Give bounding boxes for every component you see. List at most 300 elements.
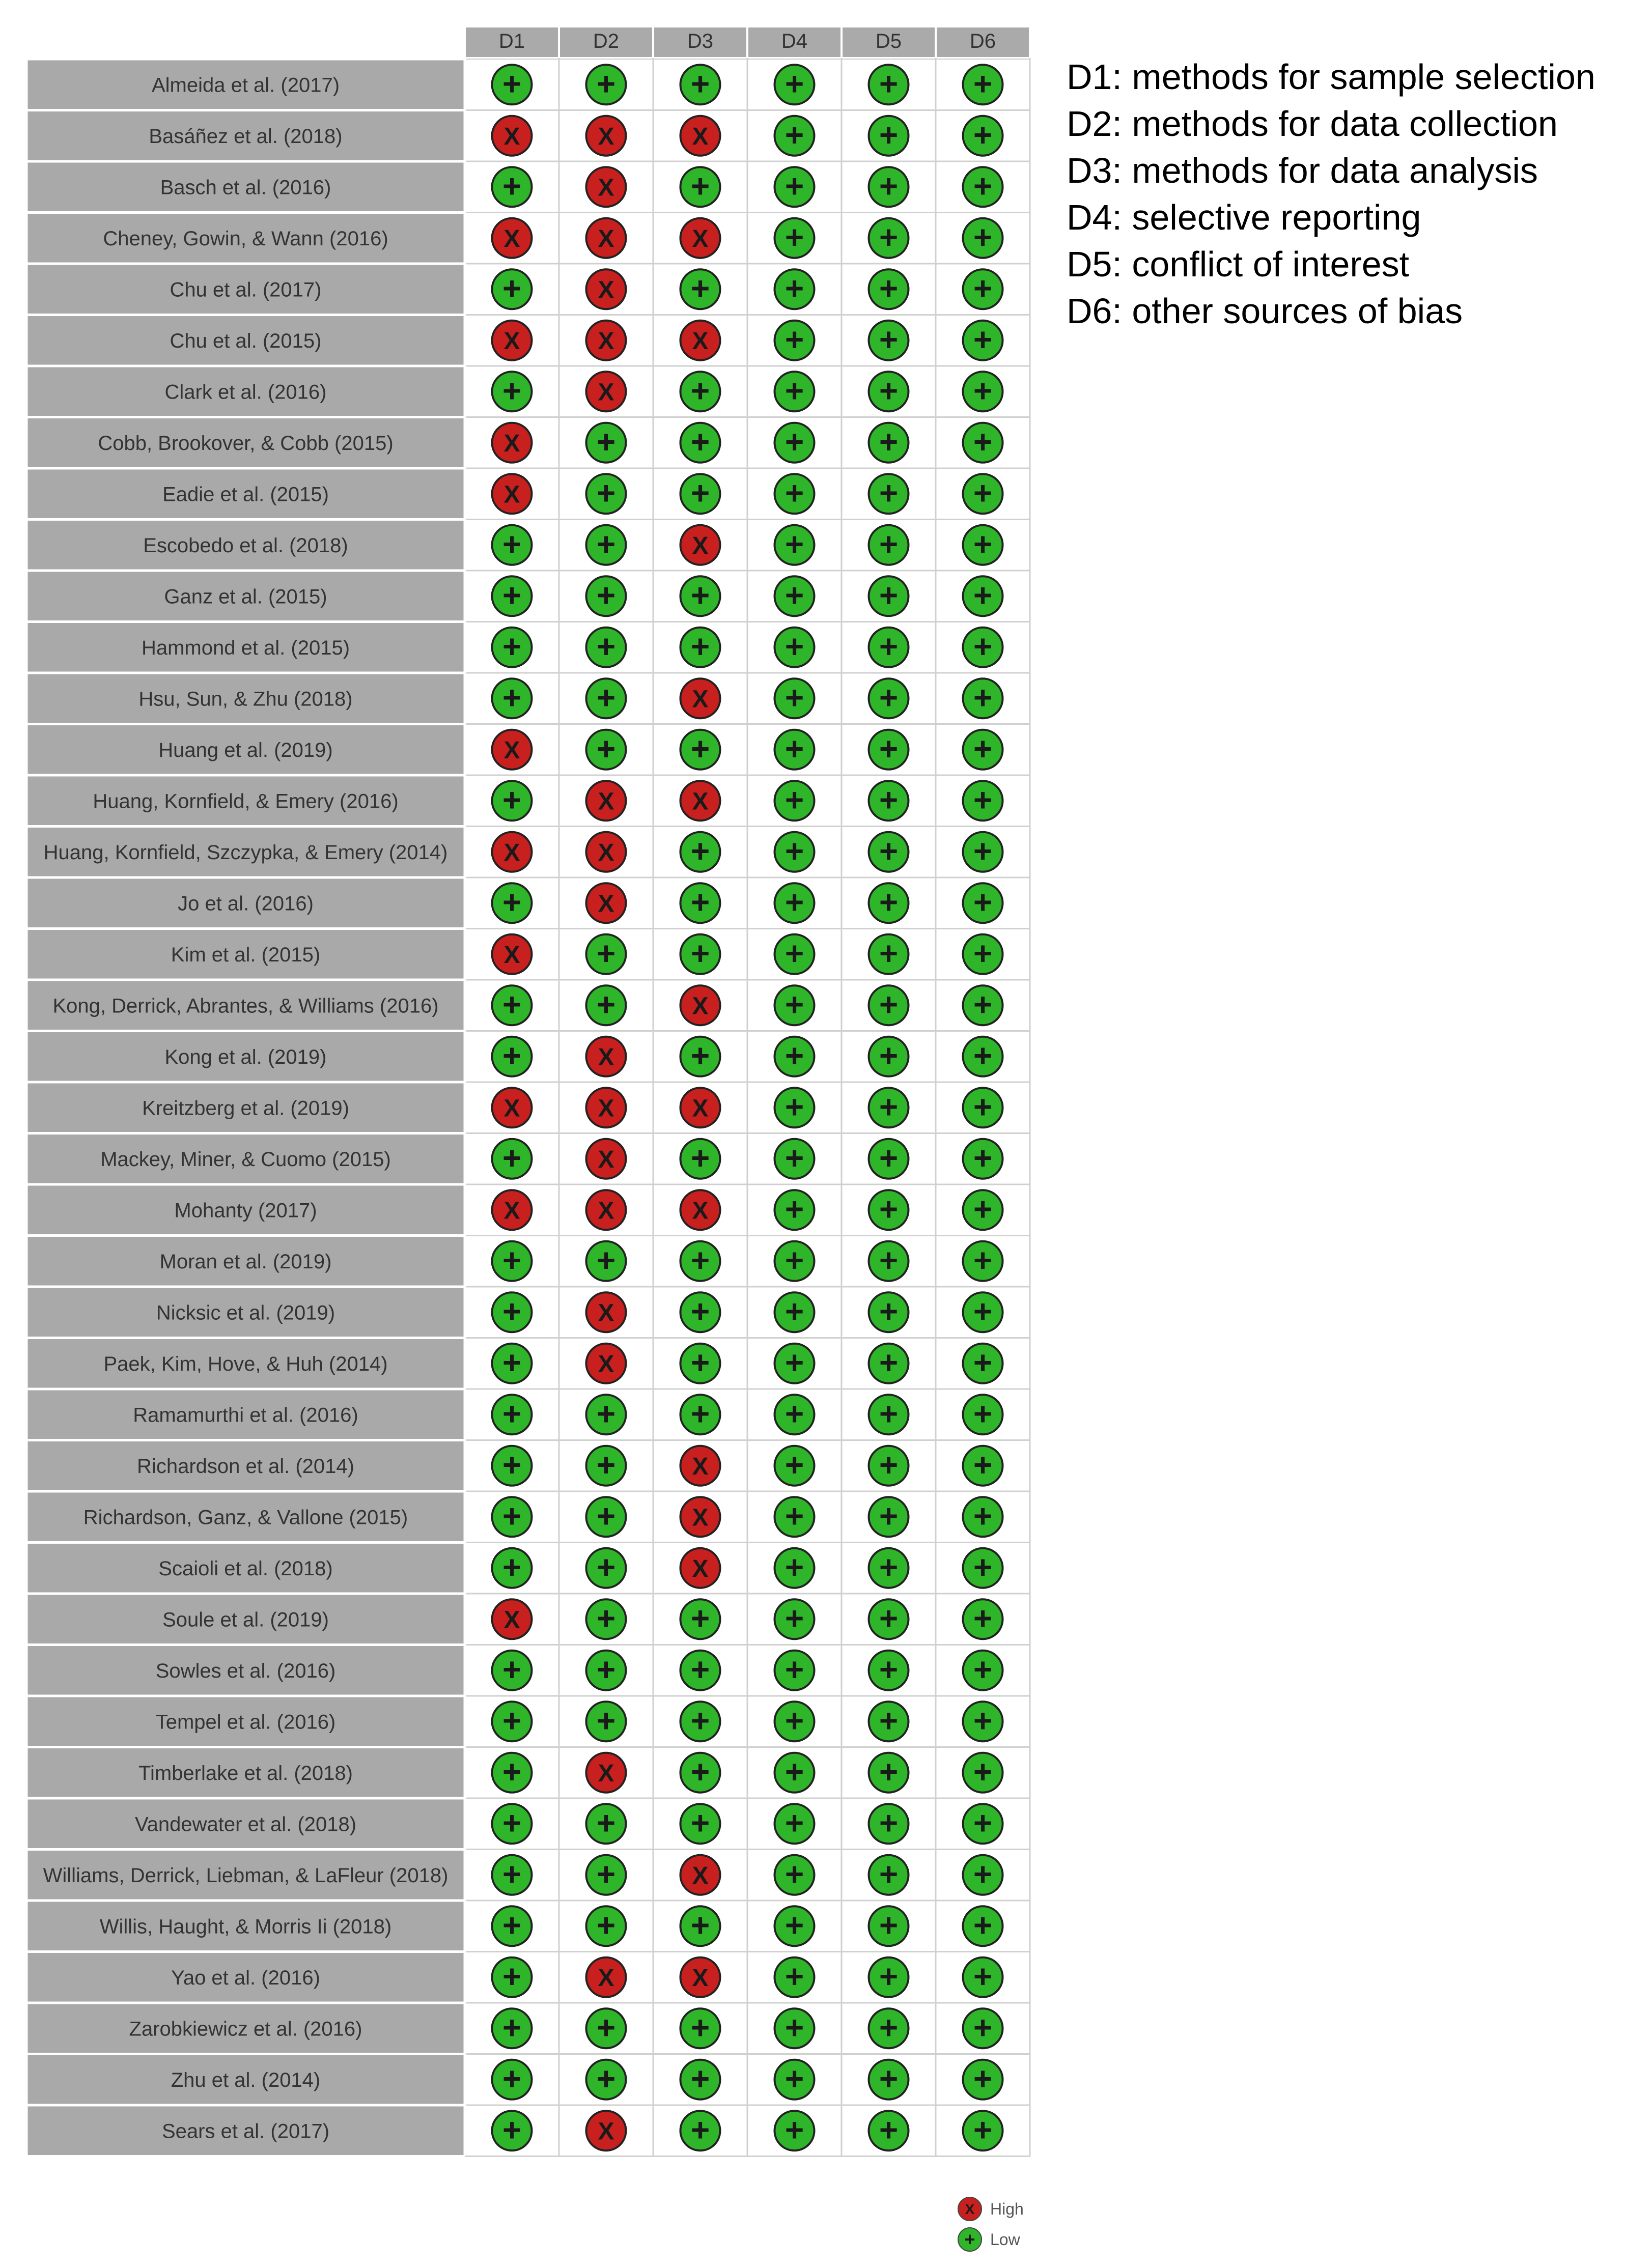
judgement-symbol: +	[879, 372, 899, 409]
judgement-symbol: X	[503, 327, 520, 355]
judgement-symbol: +	[879, 730, 899, 767]
judgement-symbol: X	[598, 1350, 614, 1378]
study-label: Basch et al. (2016)	[160, 176, 331, 199]
judgement-symbol: +	[785, 1139, 804, 1176]
judgement-symbol: +	[973, 1446, 993, 1483]
judgement-symbol: +	[879, 65, 899, 102]
judgement-symbol: +	[502, 577, 522, 614]
judgement-symbol: X	[692, 1862, 709, 1889]
judgement-symbol: +	[690, 1651, 710, 1688]
judgement-symbol: +	[879, 525, 899, 562]
judgement-symbol: X	[598, 1043, 614, 1071]
study-label: Ramamurthi et al. (2016)	[133, 1404, 358, 1427]
judgement-symbol: +	[785, 1548, 804, 1585]
judgement-symbol: X	[692, 1453, 709, 1480]
judgement-symbol: +	[973, 781, 993, 818]
judgement-symbol: +	[785, 1088, 804, 1125]
column-header-d3: D3	[687, 30, 714, 52]
study-label: Williams, Derrick, Liebman, & LaFleur (2018)	[43, 1864, 449, 1887]
judgement-symbol: X	[598, 1760, 614, 1787]
domain-description: D6: other sources of bias	[1067, 291, 1463, 331]
judgement-symbol: +	[879, 934, 899, 972]
judgement-symbol: X	[692, 993, 709, 1020]
judgement-symbol: +	[879, 1139, 899, 1176]
judgement-symbol: +	[690, 270, 710, 307]
judgement-symbol: +	[785, 781, 804, 818]
judgement-symbol: +	[596, 1855, 616, 1892]
judgement-symbol: +	[879, 1344, 899, 1381]
judgement-symbol: +	[879, 1958, 899, 1995]
judgement-symbol: +	[785, 1651, 804, 1688]
judgement-symbol: +	[973, 1395, 993, 1432]
judgement-symbol: +	[502, 1907, 522, 1944]
study-label: Tempel et al. (2016)	[155, 1711, 336, 1734]
judgement-symbol: +	[785, 628, 804, 665]
judgement-symbol: +	[879, 1702, 899, 1739]
judgement-symbol: X	[503, 481, 520, 508]
study-label: Chu et al. (2015)	[170, 329, 322, 352]
judgement-symbol: X	[692, 686, 709, 713]
study-label: Timberlake et al. (2018)	[138, 1762, 353, 1784]
study-label: Sears et al. (2017)	[161, 2120, 330, 2143]
judgement-symbol: +	[785, 884, 804, 921]
study-label: Soule et al. (2019)	[162, 1608, 329, 1631]
study-label: Willis, Haught, & Morris Ii (2018)	[99, 1915, 392, 1938]
judgement-symbol: +	[879, 1804, 899, 1841]
judgement-symbol: +	[690, 1241, 710, 1279]
judgement-symbol: +	[973, 1958, 993, 1995]
judgement-symbol: +	[596, 1497, 616, 1535]
judgement-symbol: X	[692, 1555, 709, 1582]
judgement-symbol: X	[598, 1146, 614, 1173]
judgement-symbol: +	[879, 884, 899, 921]
judgement-symbol: +	[596, 525, 616, 562]
study-label: Yao et al. (2016)	[171, 1966, 320, 1989]
judgement-symbol: +	[973, 1548, 993, 1585]
judgement-symbol: +	[690, 474, 710, 512]
judgement-symbol: +	[596, 986, 616, 1023]
judgement-symbol: +	[690, 730, 710, 767]
judgement-symbol: +	[785, 1753, 804, 1790]
judgement-symbol: +	[596, 934, 616, 972]
judgement-symbol: X	[503, 736, 520, 764]
judgement-symbol: +	[879, 1088, 899, 1125]
judgement-symbol: X	[692, 327, 709, 355]
judgement-symbol: +	[502, 1037, 522, 1074]
judgement-symbol: +	[785, 2009, 804, 2046]
judgement-symbol: +	[973, 730, 993, 767]
judgement-symbol: +	[502, 65, 522, 102]
judgement-symbol: +	[879, 270, 899, 307]
judgement-symbol: +	[879, 167, 899, 205]
judgement-symbol: +	[502, 2060, 522, 2097]
judgement-symbol: +	[973, 2111, 993, 2148]
study-label: Scaioli et al. (2018)	[158, 1557, 333, 1580]
judgement-symbol: +	[596, 577, 616, 614]
judgement-symbol: +	[690, 1600, 710, 1637]
judgement-symbol: +	[973, 1753, 993, 1790]
judgement-symbol: +	[973, 577, 993, 614]
judgement-symbol: X	[503, 1197, 520, 1225]
judgement-symbol: +	[596, 1241, 616, 1279]
judgement-symbol: +	[502, 525, 522, 562]
key-label: High	[990, 2200, 1024, 2218]
judgement-symbol: X	[503, 225, 520, 252]
study-label: Zhu et al. (2014)	[171, 2068, 321, 2091]
judgement-symbol: +	[785, 2060, 804, 2097]
judgement-symbol: +	[502, 1497, 522, 1535]
key-label: Low	[990, 2230, 1020, 2249]
judgement-symbol: +	[973, 832, 993, 869]
judgement-symbol: +	[502, 679, 522, 716]
judgement-symbol: +	[973, 986, 993, 1023]
judgement-symbol: +	[785, 934, 804, 972]
column-header-d2: D2	[593, 30, 620, 52]
judgement-symbol: +	[596, 1702, 616, 1739]
study-label: Richardson, Ganz, & Vallone (2015)	[83, 1506, 408, 1529]
judgement-symbol: +	[502, 781, 522, 818]
judgement-symbol: +	[785, 1907, 804, 1944]
domain-description: D4: selective reporting	[1067, 197, 1421, 237]
judgement-symbol: +	[973, 1855, 993, 1892]
judgement-symbol: +	[879, 1907, 899, 1944]
judgement-symbol: +	[690, 167, 710, 205]
judgement-symbol: +	[879, 679, 899, 716]
judgement-symbol: +	[502, 2111, 522, 2148]
judgement-symbol: +	[879, 1446, 899, 1483]
judgement-symbol: +	[502, 1344, 522, 1381]
judgement-symbol: +	[690, 65, 710, 102]
judgement-symbol: +	[879, 1293, 899, 1330]
judgement-symbol: +	[879, 1753, 899, 1790]
judgement-symbol: X	[598, 327, 614, 355]
judgement-symbol: +	[596, 474, 616, 512]
judgement-symbol: +	[690, 372, 710, 409]
judgement-symbol: +	[690, 1395, 710, 1432]
judgement-symbol: +	[690, 934, 710, 972]
study-label: Kreitzberg et al. (2019)	[142, 1097, 349, 1120]
study-label: Almeida et al. (2017)	[151, 74, 340, 97]
judgement-symbol: +	[502, 628, 522, 665]
judgement-symbol: +	[879, 1497, 899, 1535]
judgement-symbol: X	[598, 1964, 614, 1992]
judgement-symbol: +	[690, 1139, 710, 1176]
judgement-symbol: +	[690, 1344, 710, 1381]
judgement-symbol: +	[973, 1139, 993, 1176]
judgement-symbol: +	[502, 2009, 522, 2046]
column-header-d1: D1	[498, 30, 525, 52]
judgement-symbol: X	[692, 225, 709, 252]
judgement-symbol: X	[692, 788, 709, 815]
judgement-symbol: +	[502, 884, 522, 921]
study-label: Kim et al. (2015)	[171, 943, 321, 966]
judgement-symbol: +	[973, 2060, 993, 2097]
judgement-symbol: X	[598, 1095, 614, 1122]
judgement-symbol: +	[690, 2111, 710, 2148]
judgement-symbol: +	[879, 116, 899, 153]
judgement-symbol: +	[690, 577, 710, 614]
judgement-symbol: +	[785, 1241, 804, 1279]
judgement-symbol: +	[785, 525, 804, 562]
judgement-symbol: +	[973, 321, 993, 358]
judgement-symbol: +	[973, 372, 993, 409]
judgement-symbol: +	[690, 2060, 710, 2097]
judgement-symbol: +	[879, 1395, 899, 1432]
judgement-symbol: X	[503, 430, 520, 457]
judgement-symbol: +	[785, 1958, 804, 1995]
study-label: Hsu, Sun, & Zhu (2018)	[138, 688, 353, 711]
judgement-symbol: +	[785, 1600, 804, 1637]
judgement-symbol: +	[973, 1651, 993, 1688]
study-label: Zarobkiewicz et al. (2016)	[129, 2018, 362, 2040]
judgement-symbol: X	[598, 1299, 614, 1327]
judgement-symbol: +	[973, 218, 993, 256]
judgement-symbol: +	[973, 270, 993, 307]
judgement-symbol: +	[596, 1446, 616, 1483]
judgement-symbol: +	[596, 730, 616, 767]
judgement-symbol: +	[973, 1600, 993, 1637]
judgement-symbol: +	[785, 218, 804, 256]
judgement-symbol: X	[598, 174, 614, 202]
judgement-symbol: +	[596, 679, 616, 716]
judgement-symbol: +	[690, 2009, 710, 2046]
judgement-symbol: X	[692, 123, 709, 150]
judgement-symbol: +	[785, 1190, 804, 1228]
study-label: Huang, Kornfield, & Emery (2016)	[93, 790, 399, 813]
column-header-d5: D5	[875, 30, 902, 52]
judgement-symbol: +	[502, 1804, 522, 1841]
study-label: Ganz et al. (2015)	[164, 585, 327, 608]
judgement-symbol: +	[879, 423, 899, 460]
study-label: Escobedo et al. (2018)	[143, 534, 348, 557]
judgement-symbol: +	[690, 1907, 710, 1944]
study-label: Jo et al. (2016)	[178, 892, 314, 915]
judgement-symbol: +	[690, 1702, 710, 1739]
judgement-symbol: +	[502, 986, 522, 1023]
judgement-symbol: +	[973, 167, 993, 205]
judgement-symbol: X	[692, 1504, 709, 1532]
judgement-symbol: X	[503, 1095, 520, 1122]
judgement-symbol: +	[785, 1702, 804, 1739]
judgement-symbol: +	[690, 628, 710, 665]
judgement-symbol: +	[973, 1293, 993, 1330]
judgement-symbol: +	[596, 1651, 616, 1688]
study-label: Cobb, Brookover, & Cobb (2015)	[98, 432, 394, 455]
key-symbol: +	[964, 2229, 975, 2250]
judgement-symbol: X	[598, 1197, 614, 1225]
judgement-symbol: +	[785, 423, 804, 460]
judgement-symbol: +	[879, 832, 899, 869]
judgement-symbol: +	[596, 1395, 616, 1432]
column-header-d6: D6	[969, 30, 996, 52]
study-label: Vandewater et al. (2018)	[134, 1813, 357, 1836]
judgement-symbol: +	[785, 321, 804, 358]
judgement-symbol: +	[879, 474, 899, 512]
judgement-symbol: +	[785, 372, 804, 409]
study-label: Sowles et al. (2016)	[155, 1659, 336, 1682]
judgement-symbol: +	[502, 1548, 522, 1585]
judgement-symbol: +	[879, 2009, 899, 2046]
judgement-symbol: X	[598, 276, 614, 304]
judgement-symbol: +	[502, 372, 522, 409]
judgement-symbol: X	[503, 839, 520, 866]
column-header-d4: D4	[781, 30, 808, 52]
judgement-symbol: +	[879, 1600, 899, 1637]
judgement-symbol: +	[785, 1395, 804, 1432]
judgement-symbol: +	[879, 1548, 899, 1585]
judgement-symbol: +	[785, 1497, 804, 1535]
judgement-symbol: +	[502, 1139, 522, 1176]
judgement-symbol: +	[785, 1446, 804, 1483]
judgement-symbol: +	[785, 2111, 804, 2148]
judgement-symbol: +	[502, 1293, 522, 1330]
judgement-symbol: X	[503, 941, 520, 969]
judgement-symbol: X	[598, 788, 614, 815]
study-label: Hammond et al. (2015)	[141, 636, 350, 659]
study-label: Cheney, Gowin, & Wann (2016)	[103, 227, 388, 250]
domain-description: D3: methods for data analysis	[1067, 151, 1538, 190]
judgement-symbol: +	[973, 116, 993, 153]
judgement-symbol: +	[502, 1446, 522, 1483]
domain-description: D2: methods for data collection	[1067, 104, 1558, 144]
study-label: Paek, Kim, Hove, & Huh (2014)	[103, 1352, 388, 1375]
judgement-symbol: +	[973, 1497, 993, 1535]
judgement-symbol: +	[502, 1855, 522, 1892]
judgement-symbol: +	[879, 1241, 899, 1279]
judgement-symbol: +	[973, 679, 993, 716]
judgement-symbol: +	[879, 1855, 899, 1892]
judgement-symbol: +	[973, 1190, 993, 1228]
judgement-symbol: +	[879, 986, 899, 1023]
judgement-symbol: +	[785, 1804, 804, 1841]
judgement-symbol: +	[690, 884, 710, 921]
judgement-symbol: +	[502, 1702, 522, 1739]
judgement-symbol: +	[785, 1855, 804, 1892]
judgement-symbol: +	[879, 1651, 899, 1688]
judgement-symbol: +	[973, 65, 993, 102]
judgement-symbol: +	[690, 423, 710, 460]
study-label: Mohanty (2017)	[174, 1199, 317, 1222]
judgement-symbol: +	[502, 1395, 522, 1432]
judgement-symbol: +	[690, 1037, 710, 1074]
judgement-symbol: +	[785, 167, 804, 205]
judgement-symbol: X	[598, 890, 614, 918]
judgement-symbol: +	[690, 832, 710, 869]
study-label: Kong, Derrick, Abrantes, & Williams (2016)	[52, 995, 439, 1017]
judgement-symbol: +	[596, 628, 616, 665]
judgement-symbol: +	[879, 1037, 899, 1074]
judgement-symbol: +	[973, 1804, 993, 1841]
judgement-symbol: +	[785, 679, 804, 716]
domain-description: D5: conflict of interest	[1067, 244, 1410, 284]
judgement-symbol: +	[973, 1241, 993, 1279]
judgement-symbol: +	[596, 1907, 616, 1944]
judgement-symbol: +	[973, 884, 993, 921]
judgement-symbol: +	[879, 628, 899, 665]
judgement-symbol: +	[785, 1037, 804, 1074]
study-label: Moran et al. (2019)	[159, 1250, 332, 1273]
judgement-symbol: +	[973, 934, 993, 972]
study-label: Basáñez et al. (2018)	[149, 125, 343, 148]
judgement-symbol: +	[785, 474, 804, 512]
judgement-symbol: +	[973, 1037, 993, 1074]
judgement-symbol: +	[785, 986, 804, 1023]
judgement-symbol: X	[598, 225, 614, 252]
judgement-symbol: +	[502, 1241, 522, 1279]
judgement-symbol: +	[973, 1088, 993, 1125]
judgement-symbol: X	[598, 2118, 614, 2145]
judgement-symbol: +	[596, 2009, 616, 2046]
judgement-symbol: +	[690, 1804, 710, 1841]
study-label: Kong et al. (2019)	[164, 1045, 327, 1068]
study-label: Huang, Kornfield, Szczypka, & Emery (2014)	[43, 841, 448, 864]
judgement-symbol: +	[879, 781, 899, 818]
judgement-symbol: X	[598, 123, 614, 150]
judgement-symbol: +	[973, 1344, 993, 1381]
judgement-symbol: +	[973, 628, 993, 665]
judgement-symbol: +	[785, 730, 804, 767]
judgement-symbol: +	[973, 2009, 993, 2046]
study-label: Chu et al. (2017)	[170, 278, 322, 301]
judgement-symbol: +	[973, 525, 993, 562]
judgement-symbol: X	[598, 379, 614, 406]
judgement-symbol: +	[879, 218, 899, 256]
study-label: Clark et al. (2016)	[164, 381, 327, 404]
judgement-symbol: X	[692, 1964, 709, 1992]
judgement-symbol: +	[973, 423, 993, 460]
judgement-symbol: +	[973, 474, 993, 512]
judgement-symbol: +	[785, 1344, 804, 1381]
judgement-symbol: +	[973, 1702, 993, 1739]
judgement-symbol: +	[596, 1600, 616, 1637]
domain-description: D1: methods for sample selection	[1067, 57, 1595, 97]
judgement-symbol: +	[502, 1958, 522, 1995]
judgement-symbol: X	[503, 1606, 520, 1634]
judgement-symbol: +	[785, 116, 804, 153]
judgement-symbol: +	[879, 577, 899, 614]
judgement-symbol: +	[502, 1651, 522, 1688]
judgement-symbol: X	[692, 1095, 709, 1122]
study-label: Huang et al. (2019)	[158, 739, 333, 761]
judgement-symbol: +	[785, 270, 804, 307]
judgement-symbol: X	[692, 1197, 709, 1225]
judgement-symbol: +	[596, 1804, 616, 1841]
study-label: Richardson et al. (2014)	[137, 1455, 354, 1478]
judgement-symbol: +	[879, 321, 899, 358]
judgement-symbol: +	[596, 65, 616, 102]
key-symbol: X	[965, 2201, 975, 2217]
judgement-symbol: +	[690, 1293, 710, 1330]
judgement-symbol: X	[692, 532, 709, 559]
judgement-symbol: +	[879, 2060, 899, 2097]
study-label: Eadie et al. (2015)	[162, 483, 329, 506]
judgement-symbol: +	[596, 2060, 616, 2097]
study-label: Nicksic et al. (2019)	[156, 1301, 335, 1324]
judgement-symbol: +	[785, 832, 804, 869]
judgement-symbol: +	[785, 577, 804, 614]
judgement-symbol: X	[503, 123, 520, 150]
judgement-symbol: +	[502, 1753, 522, 1790]
judgement-symbol: X	[598, 839, 614, 866]
judgement-symbol: +	[502, 270, 522, 307]
judgement-symbol: +	[690, 1753, 710, 1790]
judgement-symbol: +	[502, 167, 522, 205]
judgement-symbol: +	[785, 65, 804, 102]
judgement-symbol: +	[785, 1293, 804, 1330]
judgement-symbol: +	[879, 2111, 899, 2148]
judgement-symbol: +	[973, 1907, 993, 1944]
judgement-symbol: +	[596, 1548, 616, 1585]
